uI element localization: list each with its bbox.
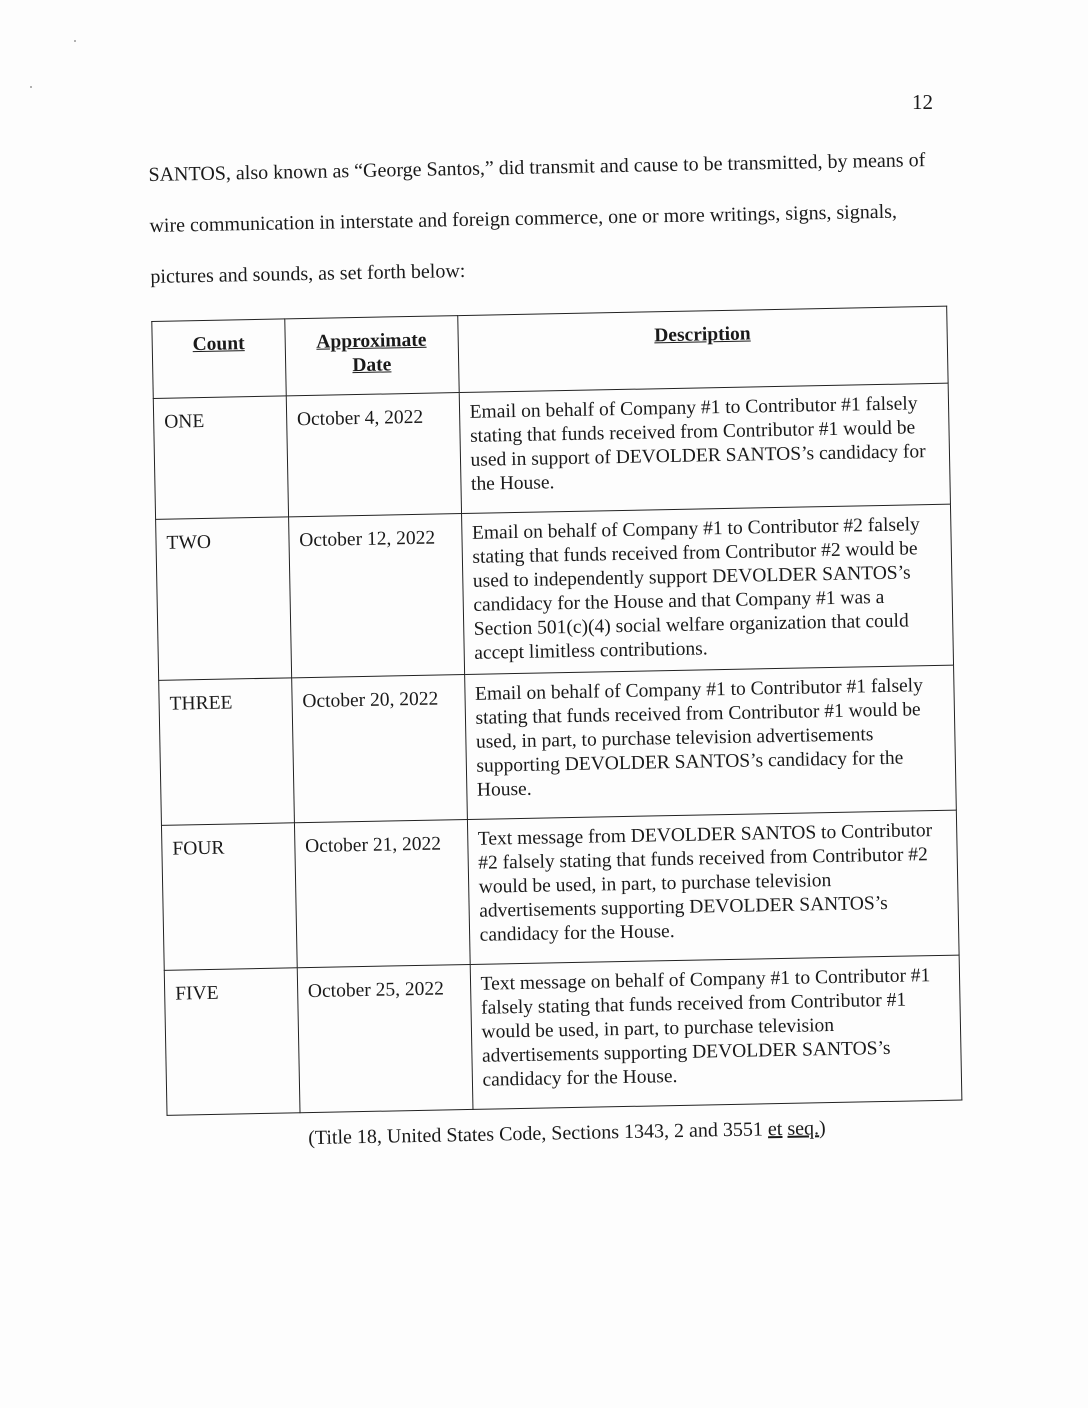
count-cell: FIVE xyxy=(164,968,300,1116)
statute-citation xyxy=(167,1114,967,1152)
header-approximate-date: Approximate Date xyxy=(285,316,459,396)
citation-seq: seq. xyxy=(787,1117,820,1140)
count-cell: FOUR xyxy=(161,823,297,971)
table-row xyxy=(156,504,954,680)
date-cell: October 20, 2022 xyxy=(291,675,467,823)
description-cell: Email on behalf of Company #1 to Contributor #2 falsely stating that funds received from Contributor #2 would be used to independently support DEVOLDER SANTOS’s candidacy for the House and that Company #1 was a Section 501(c)(4) social welfare organization that could accept limitless contributions. xyxy=(461,504,953,674)
citation-suffix: ) xyxy=(818,1117,826,1140)
table-row xyxy=(159,665,957,825)
description-cell: Text message on behalf of Company #1 to Contributor #1 falsely stating that funds received from Contributor #1 would be used, in part, to purchase television advertisements supporting DEVOLDER SANTOS’s candidacy for the House. xyxy=(470,955,962,1109)
description-cell: Text message from DEVOLDER SANTOS to Contributor #2 falsely stating that funds received from Contributor #2 would be used, in part, to purchase television advertisements supporting DEVOLDER SANTOS’s candidacy for the House. xyxy=(467,810,959,964)
header-count: Count xyxy=(152,319,286,399)
header-description: Description xyxy=(457,306,948,392)
counts-table xyxy=(151,306,962,1116)
count-cell: THREE xyxy=(159,678,295,826)
table-row xyxy=(164,955,962,1115)
citation-et: et xyxy=(767,1118,783,1141)
date-cell: October 12, 2022 xyxy=(288,514,464,678)
description-cell: Email on behalf of Company #1 to Contributor #1 falsely stating that funds received from Contributor #1 would be used in support of DEVOLDER SANTOS’s candidacy for the House. xyxy=(459,383,951,513)
page-number: 12 xyxy=(912,90,933,114)
scan-speck xyxy=(74,40,76,42)
date-cell: October 21, 2022 xyxy=(294,819,470,967)
intro-paragraph: SANTOS, also known as “George Santos,” did transmit and cause to be transmitted, by means of wire communication in interstate and foreign commerce, one or more writings, signs, signals, pictures and sounds, as set forth below: xyxy=(148,149,926,288)
date-cell: October 25, 2022 xyxy=(297,964,473,1112)
table-row xyxy=(161,810,959,970)
table-row xyxy=(153,383,950,519)
description-cell: Email on behalf of Company #1 to Contributor #1 falsely stating that funds received from Contributor #1 would be used, in part, to purchase television advertisements supporting DEVOLDER SANTOS’s candidacy for the House. xyxy=(464,665,956,819)
page-content xyxy=(148,135,967,1153)
date-cell: October 4, 2022 xyxy=(286,393,461,517)
scan-speck xyxy=(30,86,32,88)
count-cell: TWO xyxy=(156,517,292,681)
count-cell: ONE xyxy=(153,396,288,520)
citation-prefix: (Title 18, United States Code, Sections 1343, 2 and 3551 xyxy=(307,1118,769,1150)
